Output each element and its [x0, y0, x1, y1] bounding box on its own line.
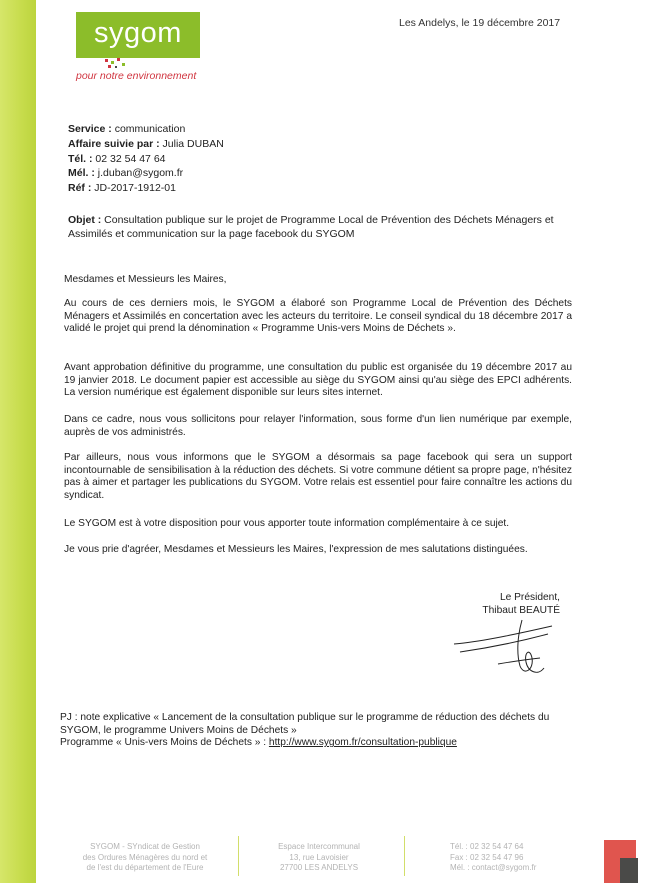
handwritten-signature — [448, 618, 558, 680]
footer-divider — [404, 836, 405, 876]
footer-address — [264, 842, 374, 874]
letter-subject — [68, 213, 588, 241]
meta-value: communication — [111, 123, 186, 135]
corner-decoration-dark — [620, 858, 638, 883]
meta-value: 02 32 54 47 64 — [92, 152, 166, 165]
meta-service — [68, 122, 224, 137]
salutation: Mesdames et Messieurs les Maires, — [64, 274, 227, 285]
meta-reference — [68, 181, 224, 196]
closing-formula: Je vous prie d'agréer, Mesdames et Messieurs les Maires, l'expression de mes salutations distinguées. — [64, 544, 528, 555]
meta-label: Affaire suivie par : — [68, 137, 160, 150]
body-paragraph-2: Avant approbation définitive du programme, une consultation du public est organisée du 19 décembre 2017 au 19 janvier 2018. Le document papier est accessible au siège du SYGOM ainsi qu'au siège des EPCI adhérents. La version numérique est également disponible sur leurs sites internet. — [64, 362, 572, 399]
pj-line-1: PJ : note explicative « Lancement de la consultation publique sur le programme de réduction des déchets du SYGOM, le programme Univers Moins de Déchets » — [60, 712, 550, 736]
meta-email — [68, 166, 224, 181]
meta-label: Réf : — [68, 182, 92, 195]
signatory-title: Le Président, — [499, 592, 560, 603]
signatory-name: Thibaut BEAUTÉ — [482, 605, 560, 616]
green-side-stripe — [0, 0, 36, 883]
meta-label: Mél. : — [68, 167, 95, 180]
subject-text: Consultation publique sur le projet de Programme Local de Prévention des Déchets Ménagers et Assimilés et communication sur la page facebook du SYGOM — [68, 214, 554, 240]
pj-line-2 — [60, 737, 560, 750]
footer-line: Fax : 02 32 54 47 96 — [450, 852, 524, 862]
attachments-note — [60, 712, 560, 750]
footer-divider — [238, 836, 239, 876]
subject-label: Objet : — [68, 214, 102, 226]
footer-contact — [450, 842, 580, 874]
meta-label: Tél. : — [68, 152, 93, 165]
footer-organization — [73, 842, 217, 874]
body-paragraph-1: Au cours de ces derniers mois, le SYGOM a élaboré son Programme Local de Prévention des Déchets Ménagers et Assimilés en concertation avec les acteurs du territoire. Le conseil syndical du 18 décembre 2017 a validé le projet qui prend la dénomination « Programme Unis-vers Moins de Déchets ». — [64, 298, 572, 335]
meta-label: Service : — [68, 123, 112, 135]
meta-value: Julia DUBAN — [159, 137, 224, 150]
body-paragraph-5: Le SYGOM est à votre disposition pour vous apporter toute information complémentaire à ce sujet. — [64, 518, 510, 529]
sender-info — [68, 122, 224, 196]
footer-line: Espace Intercommunal — [278, 842, 360, 851]
footer-line: des Ordures Ménagères du nord et — [82, 852, 208, 862]
logo-tagline: pour notre environnement — [76, 70, 197, 82]
meta-phone — [68, 152, 224, 167]
footer-line: 27700 LES ANDELYS — [279, 863, 359, 872]
logo-text: sygom — [94, 17, 182, 49]
meta-value: JD-2017-1912-01 — [91, 182, 176, 195]
footer-line: Tél. : 02 32 54 47 64 — [450, 842, 524, 851]
footer-line: SYGOM - SYndicat de Gestion — [90, 842, 200, 851]
sygom-logo — [76, 12, 200, 58]
pj-line-2-prefix: Programme « Unis-vers Moins de Déchets » : — [60, 737, 269, 749]
letter-footer — [0, 836, 648, 883]
footer-line: de l'est du département de l'Eure — [86, 863, 204, 872]
consultation-link[interactable]: http://www.sygom.fr/consultation-publique — [268, 737, 457, 749]
meta-value: j.duban@sygom.fr — [94, 167, 184, 180]
footer-line: Mél. : contact@sygom.fr — [450, 863, 537, 872]
logo-dots-icon — [103, 58, 133, 70]
footer-line: 13, rue Lavoisier — [289, 852, 349, 862]
signatory-block — [482, 591, 560, 617]
date-line: Les Andelys, le 19 décembre 2017 — [399, 17, 561, 29]
body-paragraph-3: Dans ce cadre, nous vous sollicitons pour relayer l'information, sous forme d'un lien numérique par exemple, auprès de vos administrés. — [64, 414, 572, 438]
body-paragraph-4: Par ailleurs, nous vous informons que le SYGOM a désormais sa page facebook qui sera un support incontournable de sensibilisation à la réduction des déchets. Si votre commune détient sa propre page, n'hésitez pas à aimer et partager les publications du SYGOM. Votre relais est essentiel pour faire connaître les actions du syndicat. — [64, 452, 572, 501]
meta-contact — [68, 137, 224, 152]
